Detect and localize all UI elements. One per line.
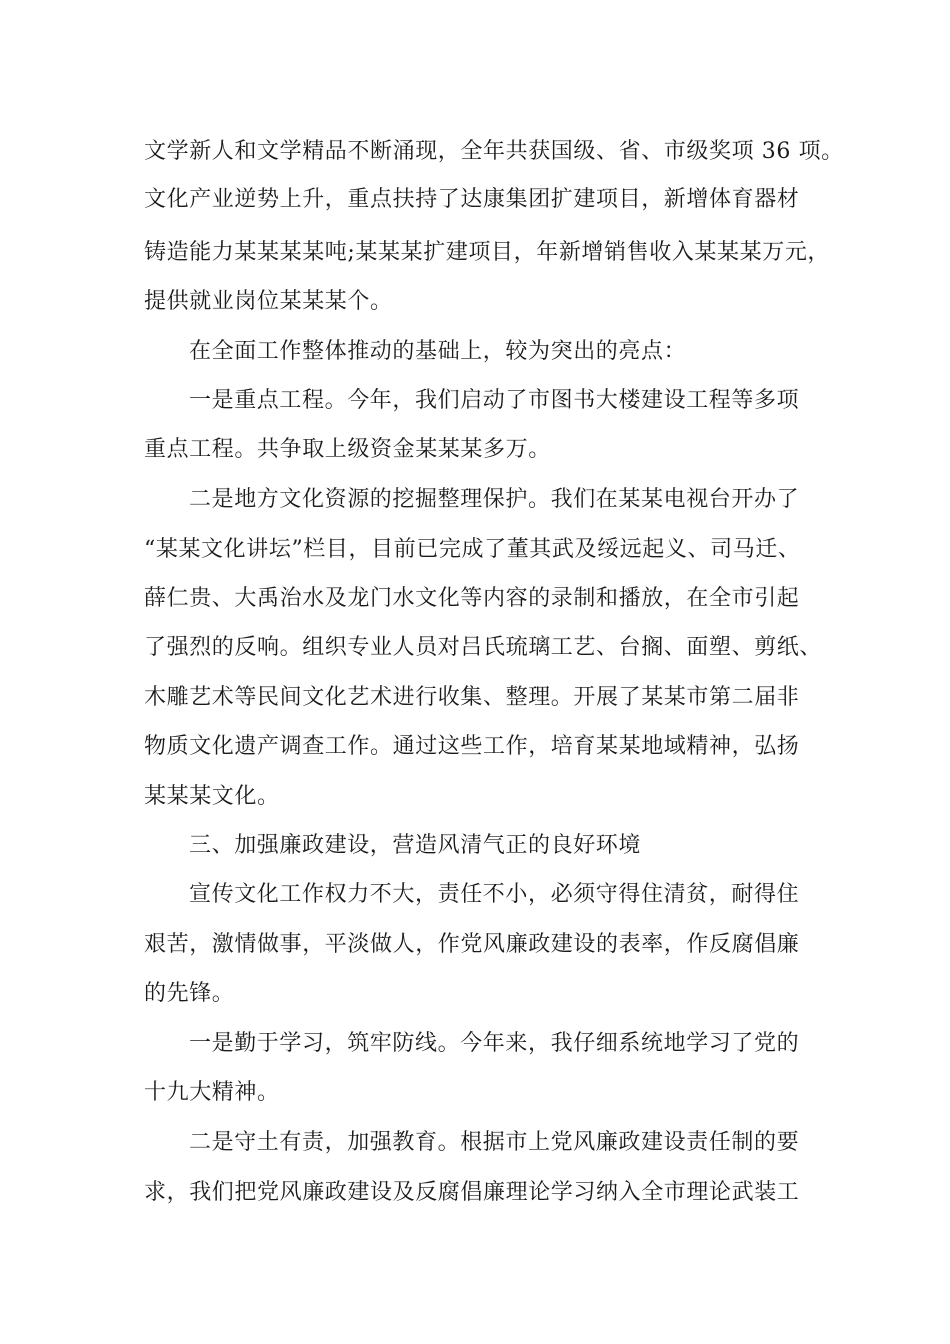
text-line: 薛仁贵、大禹治水及龙门水文化等内容的录制和播放，在全市引起 <box>144 586 800 611</box>
section-heading: 三、加强廉政建设，营造风清气正的良好环境 <box>189 833 642 858</box>
text-line: 的先锋。 <box>144 981 235 1006</box>
text-line: 文化产业逆势上升，重点扶持了达康集团扩建项目，新增体育器材 <box>144 187 800 212</box>
text-line: 某某某文化。 <box>144 784 280 809</box>
paragraph-start: 二是地方文化资源的挖掘整理保护。我们在某某电视台开办了 <box>189 487 800 512</box>
text-line: 重点工程。共争取上级资金某某某多万。 <box>144 437 551 462</box>
text-line: 了强烈的反响。组织专业人员对吕氏琉璃工艺、台搁、面塑、剪纸、 <box>144 635 823 660</box>
text-line: 十九大精神。 <box>144 1080 280 1105</box>
text-line: 艰苦，激情做事，平淡做人，作党风廉政建设的表率，作反腐倡廉 <box>144 932 800 957</box>
paragraph-start: 二是守土有责，加强教育。根据市上党风廉政建设责任制的要 <box>189 1130 800 1155</box>
text-line: 求，我们把党风廉政建设及反腐倡廉理论学习纳入全市理论武装工 <box>144 1180 800 1205</box>
text-line: 物质文化遗产调查工作。通过这些工作，培育某某地域精神，弘扬 <box>144 734 800 759</box>
paragraph-start: 在全面工作整体推动的基础上，较为突出的亮点： <box>189 339 687 364</box>
text-line: 提供就业岗位某某某个。 <box>144 289 393 314</box>
text-line: “某某文化讲坛”栏目，目前已完成了董其武及绥远起义、司马迁、 <box>144 537 801 562</box>
text-line: 文学新人和文学精品不断涌现，全年共获国级、省、市级奖项 36 项。 <box>144 139 844 164</box>
paragraph-start: 宣传文化工作权力不大，责任不小，必须守得住清贫，耐得住 <box>189 882 800 907</box>
paragraph-start: 一是勤于学习，筑牢防线。今年来，我仔细系统地学习了党的 <box>189 1031 800 1056</box>
text-line: 铸造能力某某某某吨;某某某扩建项目，年新增销售收入某某某万元， <box>144 240 831 265</box>
paragraph-start: 一是重点工程。今年，我们启动了市图书大楼建设工程等多项 <box>189 388 800 413</box>
text-line: 木雕艺术等民间文化艺术进行收集、整理。开展了某某市第二届非 <box>144 685 800 710</box>
